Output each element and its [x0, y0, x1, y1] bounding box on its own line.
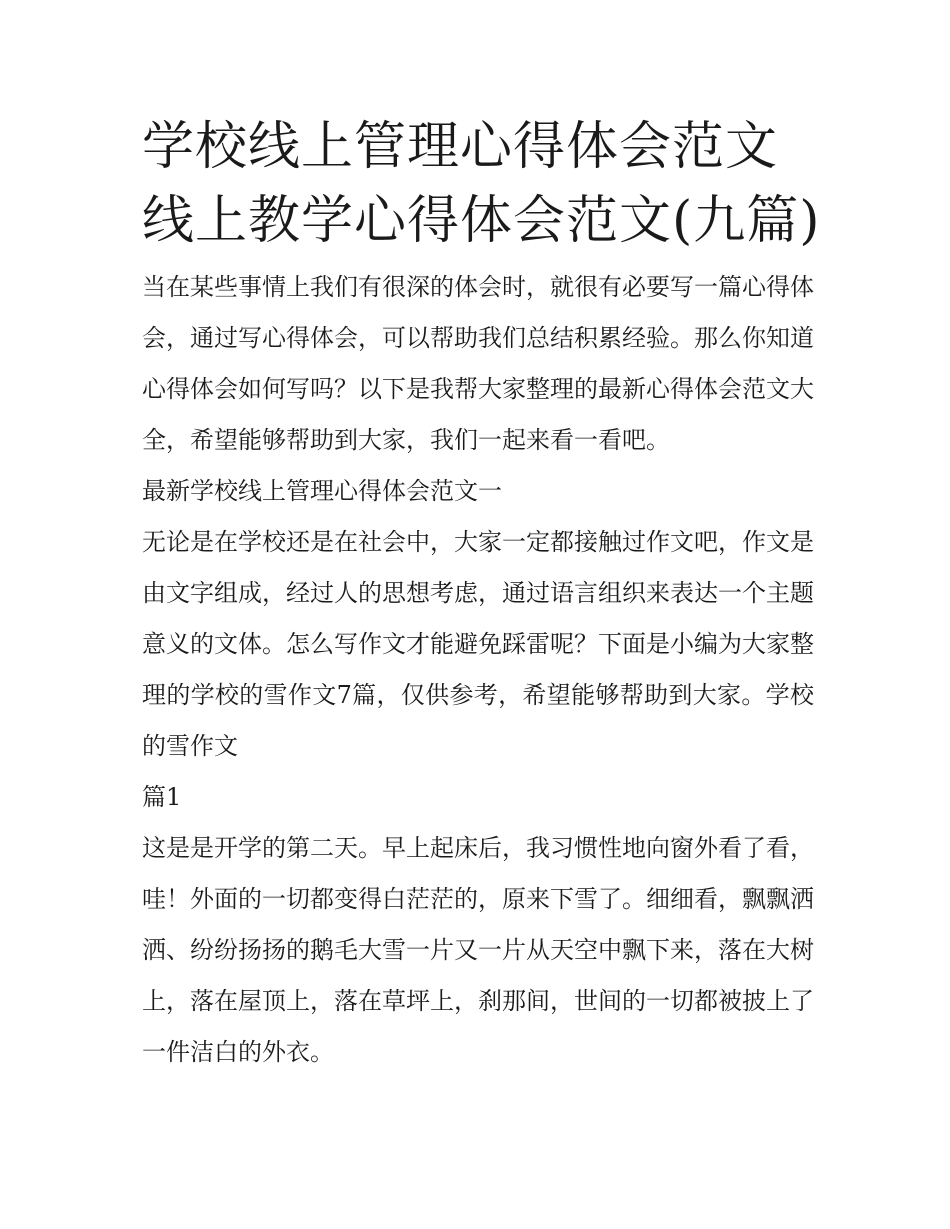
- intro-paragraph: 当在某些事情上我们有很深的体会时，就很有必要写一篇心得体会，通过写心得体会，可以帮助我们总结积累经验。那么你知道心得体会如何写吗？以下是我帮大家整理的最新心得体会范文大全，希望能够帮助到大家，我们一起来看一看吧。: [142, 273, 814, 454]
- sub-heading: 篇1: [142, 783, 182, 811]
- section-heading: 最新学校线上管理心得体会范文一: [142, 477, 502, 505]
- body-paragraph: 这是是开学的第二天。早上起床后，我习惯性地向窗外看了看，哇！外面的一切都变得白茫茫的，原来下雪了。细细看，飘飘洒洒、纷纷扬扬的鹅毛大雪一片又一片从天空中飘下来，落在大树上，落在屋顶上，落在草坪上，刹那间，世间的一切都被披上了一件洁白的外衣。: [142, 834, 814, 1066]
- document-title: 学校线上管理心得体会范文 线上教学心得体会范文(九篇): [142, 117, 821, 251]
- body-paragraph: 无论是在学校还是在社会中，大家一定都接触过作文吧，作文是由文字组成，经过人的思想考虑，通过语言组织来表达一个主题意义的文体。怎么写作文才能避免踩雷呢？下面是小编为大家整理的学校的雪作文7篇，仅供参考，希望能够帮助到大家。学校的雪作文: [142, 528, 814, 760]
